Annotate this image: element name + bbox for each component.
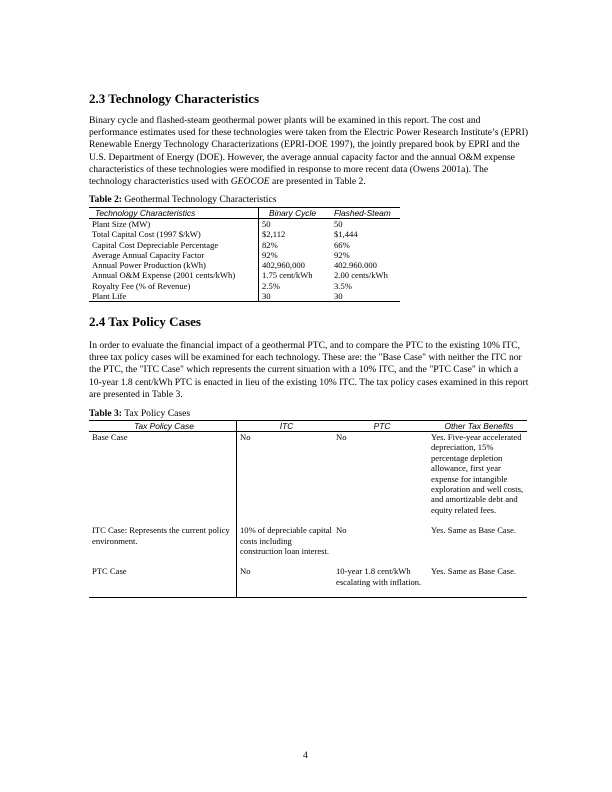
page-number: 4 [303,750,308,761]
table3-caption [89,408,190,419]
table-cell: 50 [334,219,343,229]
table2-technology-characteristics [89,207,400,302]
table-cell: Average Annual Capacity Factor [89,250,259,260]
table-cell: Capital Cost Depreciable Percentage [89,240,259,250]
table-row [89,219,400,230]
table-cell: 10% of depreciable capital costs including construction loan interest. [240,525,332,557]
table-cell: Yes. Same as Base Case. [431,525,517,536]
paragraph-text: Binary cycle and flashed-steam geothermal power plants will be examined in this report. The cost and performance estimates used for these technologies were taken from the Electric Power Research Institute’s (EPRI) Renewable Energy Technology Characterizations (EPRI-DOE 1997), the jointly prepared book by EPRI and the U.S. Department of Energy (DOE). However, the average annual capacity factor and the annual O&M expense characteristics of these technologies were modified in response to more recent data (Owens 2001a). The technology characteristics used with [89,115,529,188]
table-row [89,229,400,239]
table-cell: $1,444 [334,229,358,240]
table-cell: 3.5% [334,280,352,291]
table-header-row [89,208,400,219]
table3-tax-policy-cases [89,420,527,598]
table-cell: 1.75 cent/kWh [262,270,313,281]
column-header: Flashed-Steam [331,208,400,219]
table-cell: $2,112 [262,229,286,240]
table-cell: 2.5% [262,280,280,291]
table-row [89,270,400,280]
table-cell: Yes. Same as Base Case. [431,566,517,577]
table3-title: Tax Policy Cases [121,408,191,419]
table-cell: Annual Power Production (kWh) [89,260,259,270]
table-cell: 2.00 cents/kWh [334,270,388,281]
table-cell: Plant Life [89,291,259,302]
table-cell: Royalty Fee (% of Revenue) [89,281,259,291]
table-row [89,525,527,566]
table-cell: Base Case [89,432,237,526]
table-row [89,291,400,302]
table-row [89,281,400,291]
column-header: Other Tax Benefits [428,421,527,432]
section-2-4-paragraph: In order to evaluate the financial impact of a geothermal PTC, and to compare the PTC to the existing 10% ITC, three tax policy cases will be examined for each technology. These are: the "Base Case" with neither the ITC nor the PTC, the "ITC Case" which represents the current situation with a 10% ITC, and the "PTC Case" in which a 10-year 1.8 cent/kWh PTC is enacted in lieu of the existing 10% ITC. The tax policy cases examined in this report are presented in Table 3. [89,340,529,400]
table-cell: Yes. Five-year accelerated depreciation, 15% percentage depletion allowance, first year expense for intangible exploration and well costs, and amortizable debt and equity related fees. [431,432,524,515]
table-cell: No [240,432,251,442]
table-header-row [89,421,527,432]
table-cell: 30 [262,291,271,302]
table3-label: Table 3: [89,408,122,419]
table-cell: ITC Case: Represents the current policy environment. [89,525,237,566]
table-cell: No [336,525,347,536]
table-cell: No [240,566,251,577]
geocoe-model-name: GEOCOE [230,176,270,188]
table-row [89,250,400,260]
table-row [89,260,400,270]
section-heading-2-4: 2.4 Tax Policy Cases [89,314,201,329]
table-cell: 82% [262,239,278,250]
table-row [89,240,400,250]
section-heading-2-3: 2.3 Technology Characteristics [89,91,260,106]
table-cell: Total Capital Cost (1997 $/kW) [89,229,259,239]
table-cell: 10-year 1.8 cent/kWh escalating with inflation. [336,566,422,587]
table-cell: 92% [334,249,350,260]
table-cell: Plant Size (MW) [89,219,259,230]
table-cell: Annual O&M Expense (2001 cents/kWh) [89,270,259,280]
table-cell: 402.960.000 [334,260,377,271]
table-cell: 30 [334,291,343,302]
column-header: Tax Policy Case [89,421,237,432]
table-cell: 92% [262,249,278,260]
table-cell: 402,960,000 [262,260,305,271]
table2-label: Table 2: [89,194,122,205]
table-cell: 66% [334,239,350,250]
paragraph-text: are presented in Table 2. [269,176,366,188]
column-header: PTC [333,421,428,432]
column-header: Binary Cycle [259,208,332,219]
table-cell: No [336,432,347,442]
table-row [89,566,527,597]
column-header: ITC [237,421,334,432]
section-2-3-paragraph [89,115,529,188]
table-cell: PTC Case [89,566,237,597]
column-header: Technology Characteristics [89,208,259,219]
table-row [89,432,527,526]
table-cell: 50 [262,219,271,229]
table2-title: Geothermal Technology Characteristics [121,194,277,205]
table2-caption [89,194,276,205]
